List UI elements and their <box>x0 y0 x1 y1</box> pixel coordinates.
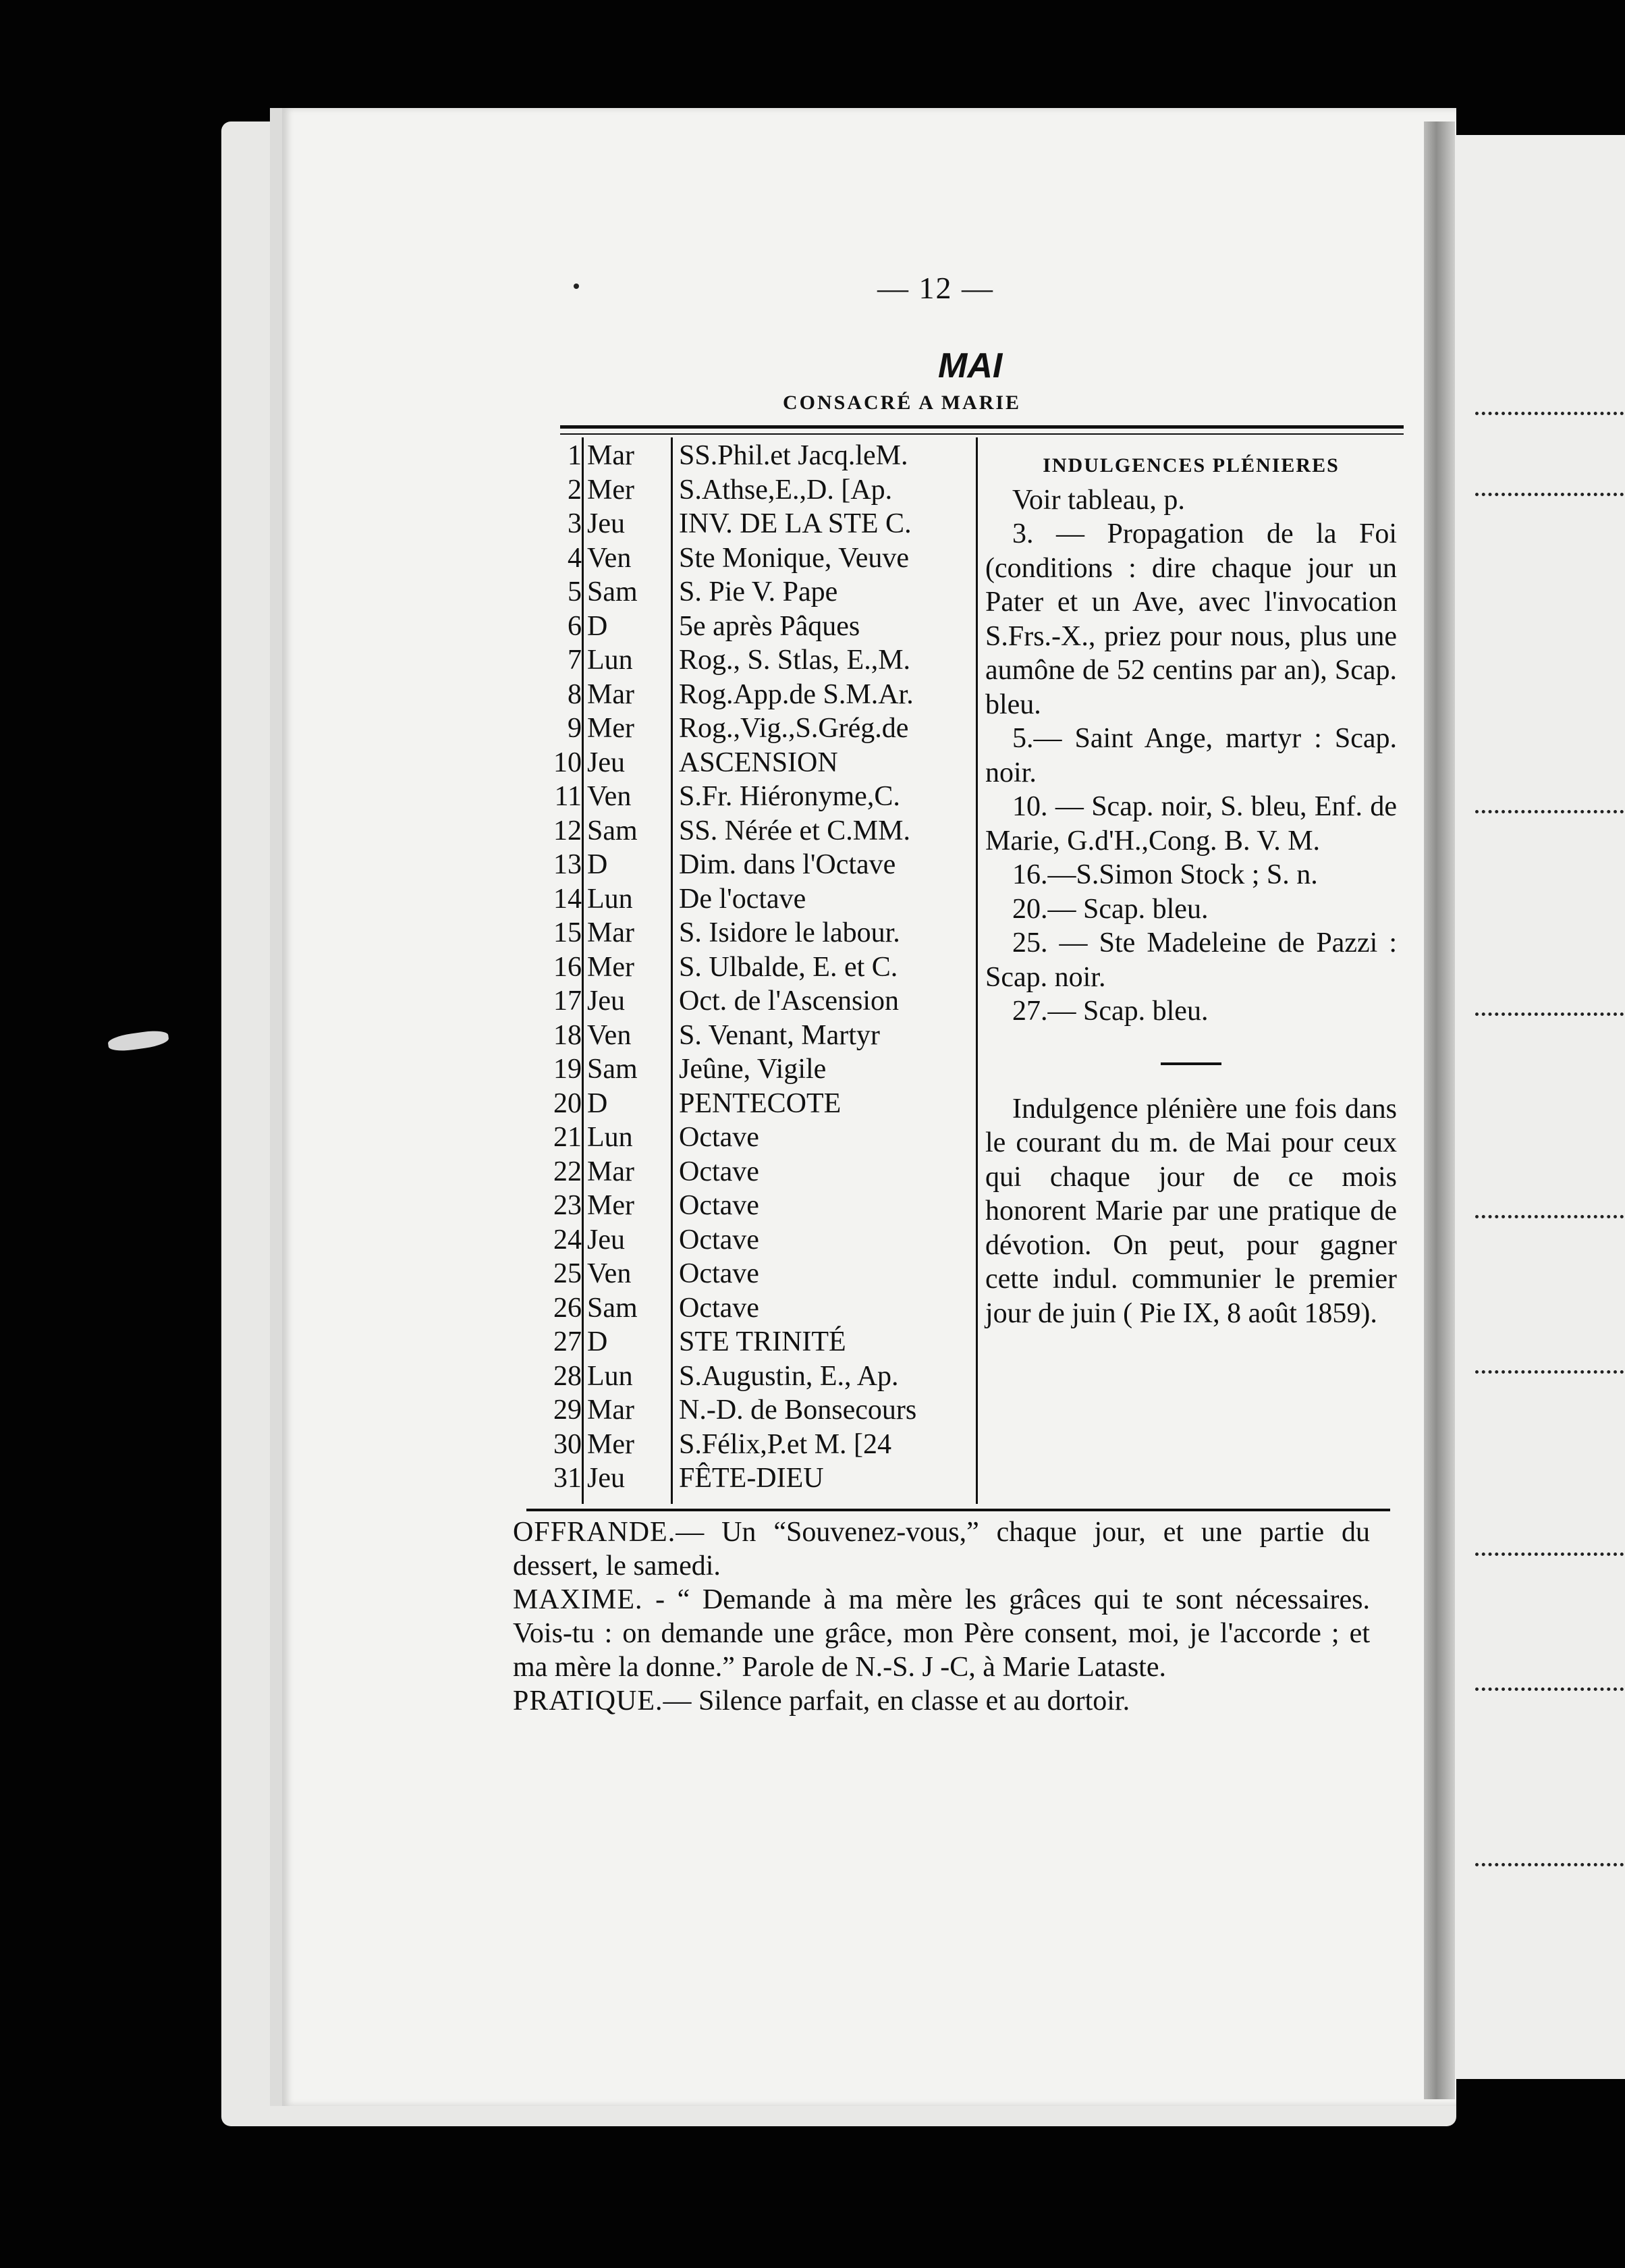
calendar-day-number: 3 <box>568 508 582 539</box>
book-gutter <box>1424 122 1455 2099</box>
ink-dot <box>574 284 579 289</box>
indulgence-note: Indulgence plénière une fois dans le courant du m. de Mai pour ceux qui chaque jour de ce mois honorent Marie par une pratique de dévotion. On peut, pour gagner cette indul. communier le premier jour de juin ( Pie IX, 8 août 1859). <box>985 1093 1397 1329</box>
calendar-weekday: Sam <box>587 1054 638 1085</box>
calendar-row <box>533 1019 962 1053</box>
calendar-weekday: Mar <box>587 678 634 710</box>
dotted-line <box>1475 1013 1624 1019</box>
header-rule <box>560 425 1404 429</box>
calendar-row <box>533 541 962 576</box>
indulgence-item: 3. — Propagation de la Foi (conditions : dire chaque jour un Pater et un Ave, avec l'invocation S.Frs.-X., priez pour nous, plus une aumône de 52 centins par an), Scap. bleu. <box>985 518 1397 720</box>
calendar-row <box>533 814 962 848</box>
calendar-feast: Rog.,Vig.,S.Grég.de <box>679 713 909 744</box>
calendar-day-number: 7 <box>568 645 582 676</box>
calendar-day-number: 30 <box>553 1428 582 1460</box>
calendar-weekday: Mar <box>587 440 634 471</box>
column-divider <box>976 437 978 1504</box>
calendar-row <box>533 1291 962 1326</box>
calendar-day-number: 27 <box>553 1326 582 1357</box>
calendar-feast: Jeûne, Vigile <box>679 1054 827 1085</box>
calendar-row <box>533 1428 962 1462</box>
calendar-feast: Rog.App.de S.M.Ar. <box>679 678 914 710</box>
calendar-feast: S. Isidore le labour. <box>679 917 900 948</box>
calendar-day-number: 2 <box>568 474 582 506</box>
calendar-weekday: Ven <box>587 542 632 574</box>
calendar-weekday: Mer <box>587 713 634 744</box>
calendar-day-number: 18 <box>553 1019 582 1051</box>
calendar-day-number: 22 <box>553 1156 582 1187</box>
calendar-feast: ASCENSION <box>679 747 838 778</box>
calendar-feast: 5e après Pâques <box>679 610 860 642</box>
offrande-paragraph <box>513 1515 1370 1583</box>
dotted-line <box>1475 1688 1624 1694</box>
calendar-day-number: 19 <box>553 1054 582 1085</box>
calendar-feast: SS.Phil.et Jacq.leM. <box>679 440 908 471</box>
dotted-line <box>1475 1863 1624 1869</box>
calendar-row <box>533 780 962 814</box>
calendar-row <box>533 950 962 985</box>
calendar-feast: S.Athse,E.,D. [Ap. <box>679 474 893 506</box>
calendar-row <box>533 984 962 1019</box>
calendar-day-number: 25 <box>553 1258 582 1289</box>
calendar-row <box>533 473 962 508</box>
facing-page <box>1455 135 1625 2079</box>
calendar-day-number: 17 <box>553 986 582 1017</box>
calendar-weekday: Ven <box>587 1019 632 1051</box>
calendar-row <box>533 916 962 950</box>
dotted-line <box>1475 1370 1624 1376</box>
calendar-feast: Rog., S. Stlas, E.,M. <box>679 645 911 676</box>
calendar-weekday: Jeu <box>587 508 625 539</box>
calendar-row <box>533 1120 962 1155</box>
page-number: — 12 — <box>877 271 994 305</box>
calendar-row <box>533 1052 962 1087</box>
footer-text <box>513 1515 1370 1718</box>
calendar-day-number: 9 <box>568 713 582 744</box>
calendar-feast: PENTECOTE <box>679 1087 842 1119</box>
calendar-row <box>533 848 962 882</box>
calendar-weekday: Jeu <box>587 747 625 778</box>
calendar-feast: S.Fr. Hiéronyme,C. <box>679 781 900 812</box>
indulgence-item: 25. — Ste Madeleine de Pazzi : Scap. noir. <box>985 927 1397 993</box>
calendar-feast: STE TRINITÉ <box>679 1326 846 1357</box>
calendar-feast: Octave <box>679 1122 759 1153</box>
calendar-weekday: Mar <box>587 1156 634 1187</box>
calendar-weekday: Lun <box>587 645 633 676</box>
calendar-weekday: Mer <box>587 1428 634 1460</box>
calendar-feast: S. Venant, Martyr <box>679 1019 880 1051</box>
calendar-feast: S.Félix,P.et M. [24 <box>679 1428 892 1460</box>
month-title: MAI <box>938 346 1003 385</box>
calendar-row <box>533 1461 962 1496</box>
calendar-feast: Octave <box>679 1292 759 1324</box>
offrande-text: — Un “Souvenez-vous,” chaque jour, et une partie du dessert, le samedi. <box>513 1517 1370 1582</box>
calendar-weekday: Sam <box>587 815 638 846</box>
calendar-day-number: 26 <box>553 1292 582 1324</box>
pratique-paragraph <box>513 1684 1370 1718</box>
calendar-table <box>533 439 962 1496</box>
dotted-line <box>1475 810 1624 816</box>
calendar-feast: INV. DE LA STE C. <box>679 508 912 539</box>
calendar-feast: N.-D. de Bonsecours <box>679 1395 917 1426</box>
calendar-row <box>533 507 962 541</box>
calendar-row <box>533 575 962 610</box>
calendar-day-number: 12 <box>553 815 582 846</box>
calendar-weekday: Lun <box>587 883 633 915</box>
calendar-weekday: D <box>587 610 608 642</box>
calendar-row <box>533 1359 962 1394</box>
calendar-day-number: 16 <box>553 951 582 983</box>
indulgences-intro: Voir tableau, p. <box>1012 484 1185 516</box>
calendar-feast: S. Pie V. Pape <box>679 576 838 608</box>
calendar-weekday: Mer <box>587 1190 634 1221</box>
calendar-row <box>533 1325 962 1359</box>
calendar-weekday: Ven <box>587 781 632 812</box>
calendar-feast: De l'octave <box>679 883 806 915</box>
calendar-weekday: Jeu <box>587 1224 625 1256</box>
calendar-weekday: Ven <box>587 1258 632 1289</box>
calendar-row <box>533 882 962 917</box>
calendar-weekday: Lun <box>587 1122 633 1153</box>
calendar-row <box>533 1393 962 1428</box>
maxime-text: - “ Demande à ma mère les grâces qui te sont nécessaires. Vois-tu : on demande une grâce, mon Père consent, moi, je l'accorde ; et ma mère la donne.” Parole de N.-S. J -C, à Marie Lataste. <box>513 1584 1370 1683</box>
calendar-row <box>533 610 962 644</box>
indulgence-item: 5.— Saint Ange, martyr : Scap. noir. <box>985 723 1397 788</box>
calendar-day-number: 28 <box>553 1360 582 1392</box>
scan-speck <box>107 1029 169 1053</box>
calendar-feast: Octave <box>679 1258 759 1289</box>
calendar-day-number: 31 <box>553 1463 582 1494</box>
calendar-day-number: 5 <box>568 576 582 608</box>
calendar-feast: Octave <box>679 1156 759 1187</box>
calendar-feast: Oct. de l'Ascension <box>679 986 899 1017</box>
indulgence-item: 20.— Scap. bleu. <box>1012 893 1209 925</box>
indulgences-heading: INDULGENCES PLÉNIERES <box>1043 454 1340 477</box>
calendar-weekday: Jeu <box>587 1463 625 1494</box>
dotted-line <box>1475 1552 1624 1559</box>
calendar-day-number: 15 <box>553 917 582 948</box>
maxime-paragraph <box>513 1583 1370 1684</box>
calendar-day-number: 8 <box>568 678 582 710</box>
calendar-day-number: 13 <box>553 849 582 880</box>
calendar-row <box>533 1223 962 1258</box>
calendar-day-number: 6 <box>568 610 582 642</box>
calendar-row <box>533 643 962 678</box>
header-rule-thin <box>560 433 1404 435</box>
calendar-feast: S.Augustin, E., Ap. <box>679 1360 899 1392</box>
calendar-day-number: 24 <box>553 1224 582 1256</box>
calendar-row <box>533 746 962 780</box>
calendar-weekday: Jeu <box>587 986 625 1017</box>
calendar-feast: Dim. dans l'Octave <box>679 849 896 880</box>
calendar-feast: Octave <box>679 1190 759 1221</box>
indulgence-item: 16.—S.Simon Stock ; S. n. <box>1012 859 1318 890</box>
calendar-day-number: 23 <box>553 1190 582 1221</box>
calendar-weekday: D <box>587 849 608 880</box>
maxime-label: MAXIME. <box>513 1584 643 1615</box>
footer-rule <box>526 1509 1390 1511</box>
calendar-day-number: 4 <box>568 542 582 574</box>
calendar-weekday: Mar <box>587 917 634 948</box>
calendar-row <box>533 1257 962 1291</box>
calendar-row <box>533 1087 962 1121</box>
indulgence-item: 10. — Scap. noir, S. bleu, Enf. de Marie, G.d'H.,Cong. B. V. M. <box>985 791 1397 857</box>
calendar-row <box>533 1155 962 1189</box>
month-subtitle: CONSACRÉ A MARIE <box>783 392 1022 414</box>
calendar-feast: SS. Nérée et C.MM. <box>679 815 910 846</box>
section-separator <box>1161 1062 1221 1065</box>
calendar-day-number: 11 <box>554 781 582 812</box>
dotted-line <box>1475 1215 1624 1221</box>
calendar-weekday: D <box>587 1087 608 1119</box>
dotted-line <box>1475 493 1624 499</box>
pratique-label: PRATIQUE. <box>513 1685 663 1717</box>
calendar-weekday: Sam <box>587 1292 638 1324</box>
calendar-day-number: 14 <box>553 883 582 915</box>
calendar-weekday: Sam <box>587 576 638 608</box>
dotted-line <box>1475 412 1624 418</box>
calendar-day-number: 20 <box>553 1087 582 1119</box>
calendar-day-number: 10 <box>553 747 582 778</box>
calendar-row <box>533 439 962 473</box>
calendar-feast: S. Ulbalde, E. et C. <box>679 951 898 983</box>
offrande-label: OFFRANDE. <box>513 1517 676 1548</box>
calendar-weekday: Lun <box>587 1360 633 1392</box>
calendar-row <box>533 711 962 746</box>
calendar-day-number: 21 <box>553 1122 582 1153</box>
calendar-row <box>533 678 962 712</box>
calendar-day-number: 1 <box>568 440 582 471</box>
calendar-weekday: D <box>587 1326 608 1357</box>
calendar-day-number: 29 <box>553 1395 582 1426</box>
calendar-weekday: Mar <box>587 1395 634 1426</box>
calendar-weekday: Mer <box>587 951 634 983</box>
calendar-weekday: Mer <box>587 474 634 506</box>
indulgence-item: 27.— Scap. bleu. <box>1012 996 1209 1027</box>
calendar-row <box>533 1189 962 1223</box>
calendar-feast: Octave <box>679 1224 759 1256</box>
calendar-feast: FÊTE-DIEU <box>679 1463 824 1494</box>
indulgences-column <box>985 449 1397 1330</box>
calendar-feast: Ste Monique, Veuve <box>679 542 910 574</box>
pratique-text: — Silence parfait, en classe et au dortoir. <box>663 1685 1130 1717</box>
